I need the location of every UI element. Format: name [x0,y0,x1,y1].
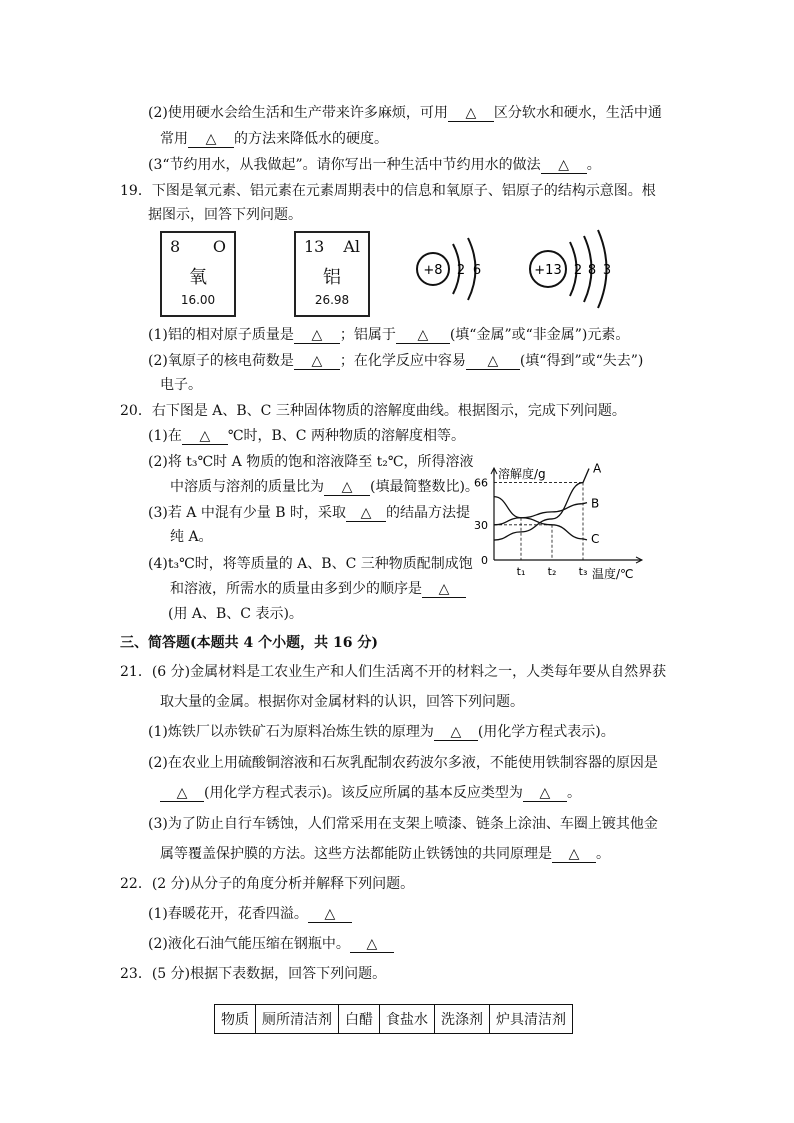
y-tick-label: 66 [474,476,488,490]
answer-blank[interactable]: △ [552,846,596,863]
series-line-b [494,503,587,525]
q20-part3-line2: 纯 A。 [170,529,213,545]
answer-blank[interactable]: △ [396,327,450,344]
q18-part2-line2: 常用 △ 的方法来降低水的硬度。 [160,131,388,147]
y-tick-label: 0 [481,554,488,567]
q21-stem-line2: 取大量的金属。根据你对金属材料的认识，回答下列问题。 [160,694,524,710]
atomic-mass: 26.98 [314,293,350,307]
answer-blank[interactable]: △ [324,479,370,496]
x-axis-label: 温度/℃ [592,567,634,581]
answer-blank[interactable]: △ [294,353,340,370]
q19-stem-line2: 据图示，回答下列问题。 [148,207,302,223]
q22-stem: 22．(2 分)从分子的角度分析并解释下列问题。 [120,876,415,892]
table-cell: 洗涤剂 [435,1005,490,1034]
q20-part2-line2: 中溶质与溶剂的质量比为 △ (填最简整数比)。 [170,479,479,495]
atomic-mass: 16.00 [180,293,216,307]
aluminum-atom-diagram [520,224,620,314]
element-name: 铝 [323,267,341,288]
element-symbol: Al [343,237,360,256]
series-label-b: B [591,496,600,511]
series-line-c [494,497,587,540]
table-cell: 物质 [215,1005,256,1034]
answer-blank[interactable]: △ [541,157,587,174]
q19-stem-line1: 19．下图是氧元素、铝元素在元素周期表中的信息和氧原子、铝原子的结构示意图。根 [120,183,656,199]
table-cell: 炉具清洁剂 [490,1005,573,1034]
shell-electrons: 2 [456,263,466,278]
nucleus-charge: +13 [534,263,562,278]
answer-blank[interactable]: △ [160,785,204,802]
oxygen-element-card [160,231,236,317]
shell-electrons: 3 [602,263,612,278]
answer-blank[interactable]: △ [308,906,352,923]
q20-part4-line3: (用 A、B、C 表示)。 [168,606,303,622]
q20-part4-line1: (4)t₃℃时，将等质量的 A、B、C 三种物质配制成饱 [148,556,473,572]
q21-part3-line2: 属等覆盖保护膜的方法。这些方法都能防止铁锈蚀的共同原理是 △ 。 [160,846,610,862]
solubility-chart [470,462,650,588]
element-symbol: O [212,237,226,256]
element-name: 氧 [189,267,207,288]
section-title: 三、简答题(本题共 4 个小题，共 16 分) [120,635,378,651]
q20-part1: (1)在 △ ℃时，B、C 两种物质的溶解度相等。 [148,428,465,444]
q21-part1: (1)炼铁厂以赤铁矿石为原料冶炼生铁的原理为 △ (用化学方程式表示)。 [148,724,615,740]
q20-part4-line2: 和溶液，所需水的质量由多到少的顺序是 △ [170,580,466,598]
q19-part2-line1: (2)氧原子的核电荷数是 △ ；在化学反应中容易 △ (填“得到”或“失去”) [148,353,644,369]
q20-stem: 20．右下图是 A、B、C 三种固体物质的溶解度曲线。根据图示，完成下列问题。 [120,403,626,419]
series-label-a: A [593,462,602,476]
atomic-number: 8 [170,237,181,256]
answer-blank[interactable]: △ [350,936,394,953]
table-row [215,1005,573,1034]
q19-part2-line2: 电子。 [160,377,202,393]
x-tick-label: t₂ [547,565,557,578]
q22-part2: (2)液化石油气能压缩在钢瓶中。 △ [148,935,394,953]
x-tick-label: t₁ [516,565,526,578]
answer-blank[interactable]: △ [182,428,228,445]
table-cell: 食盐水 [380,1005,435,1034]
q21-part2-line1: (2)在农业上用硫酸铜溶液和石灰乳配制农药波尔多液，不能使用铁制容器的原因是 [148,755,658,771]
q20-part2-line1: (2)将 t₃℃时 A 物质的饱和溶液降至 t₂℃，所得溶液 [148,454,474,470]
shell-electrons: 2 [573,263,583,278]
q21-part2-line2: △ (用化学方程式表示)。该反应所属的基本反应类型为 △ 。 [160,784,581,802]
oxygen-atom-diagram [410,228,490,310]
aluminum-element-card [294,231,370,317]
answer-blank[interactable]: △ [466,353,520,370]
substance-table [214,1004,573,1034]
q23-stem: 23．(5 分)根据下表数据，回答下列问题。 [120,966,387,982]
q20-part3-line1: (3)若 A 中混有少量 B 时，采取 △ 的结晶方法提 [148,505,471,521]
q21-stem-line1: 21．(6 分)金属材料是工农业生产和人们生活离不开的材料之一，人类每年要从自然界获 [120,664,667,680]
q18-part2-line1: (2)使用硬水会给生活和生产带来许多麻烦，可用 △ 区分软水和硬水，生活中通 [148,105,662,121]
q19-part1: (1)铝的相对原子质量是 △ ；铝属于 △ (填“金属”或“非金属”)元素。 [148,327,630,343]
answer-blank[interactable]: △ [434,724,478,741]
shell-electrons: 6 [472,263,482,278]
answer-blank[interactable]: △ [294,327,340,344]
shell-electrons: 8 [587,263,597,278]
q22-part1: (1)春暖花开，花香四溢。 △ [148,905,352,923]
nucleus-charge: +8 [423,263,443,278]
atomic-number: 13 [304,237,325,256]
answer-blank[interactable]: △ [523,785,567,802]
q21-part3-line1: (3)为了防止自行车锈蚀，人们常采用在支架上喷漆、链条上涂油、车圈上镀其他金 [148,816,658,832]
table-cell: 厕所清洁剂 [256,1005,339,1034]
table-cell: 白醋 [339,1005,380,1034]
answer-blank[interactable]: △ [448,105,494,122]
y-tick-label: 30 [474,518,488,532]
answer-blank[interactable]: △ [346,505,386,522]
y-axis-label: 溶解度/g [498,467,546,481]
x-tick-label: t₃ [578,565,588,578]
answer-blank[interactable]: △ [422,581,466,598]
series-label-c: C [591,531,600,546]
q18-part3: (3“节约用水，从我做起”。请你写出一种生活中节约用水的做法 △ 。 [148,157,601,173]
answer-blank[interactable]: △ [188,131,234,148]
